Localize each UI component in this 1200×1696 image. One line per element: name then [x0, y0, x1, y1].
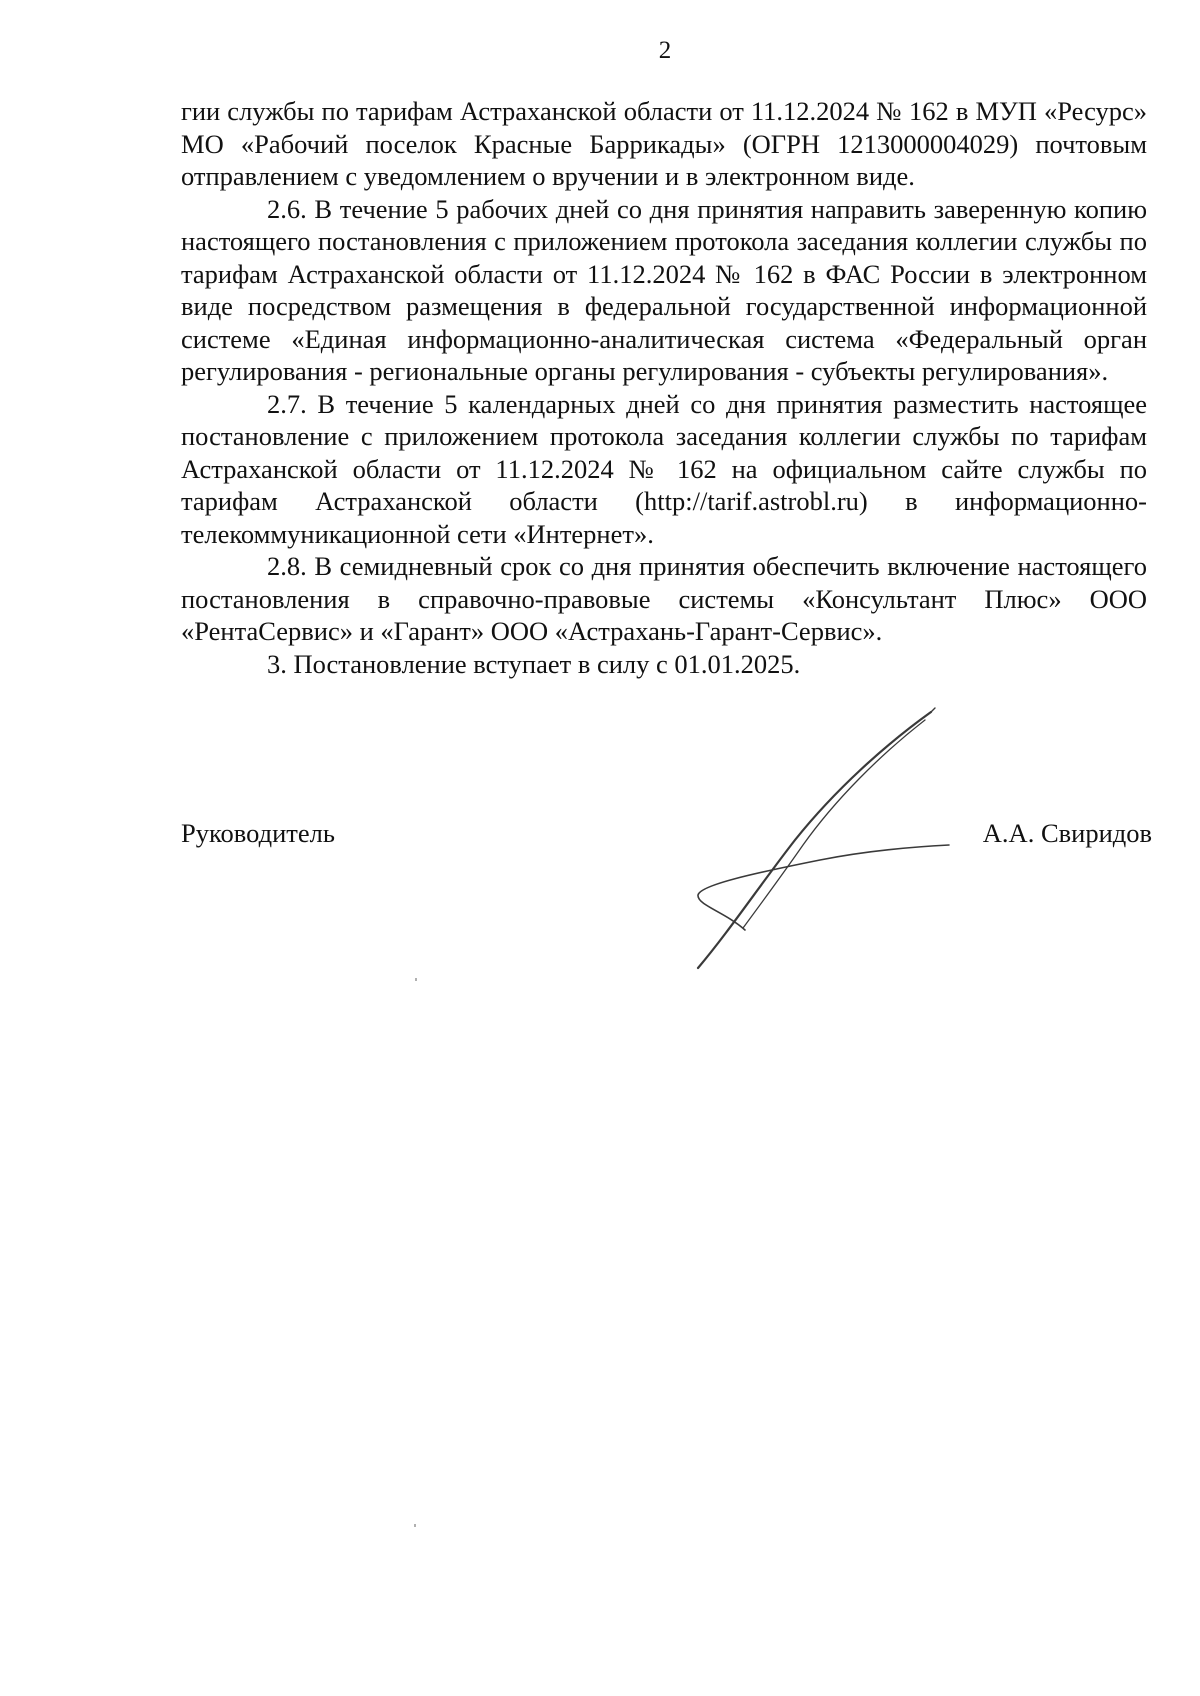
paragraph-item-2-7: 2.7. В течение 5 календарных дней со дня принятия разместить настоящее постановление с приложением протокола заседания коллегии службы по тарифам Астраханской области от 11.12.2024 № 162 на официальном сайте службы по тарифам Астраханской области (http://tarif.astrobl.ru) в информационно-телекоммуникационной сети «Интернет».	[181, 388, 1147, 549]
page-number: 2	[658, 37, 672, 64]
paragraph-item-2-6: 2.6. В течение 5 рабочих дней со дня принятия направить заверенную копию настоящего постановления с приложением протокола заседания коллегии службы по тарифам Астраханской области от 11.12.2024 № 162 в ФАС России в электронном виде посредством размещения в федеральной государственной информационной системе «Единая информационно-аналитическая система «Федеральный орган регулирования - региональные органы регулирования - субъекты регулирования».	[181, 193, 1147, 386]
signature-stroke-tick	[931, 708, 935, 712]
paragraph-item-2-8: 2.8. В семидневный срок со дня принятия обеспечить включение настоящего постановления в справочно-правовые системы «Консультант Плюс» ООО «РентаСервис» и «Гарант» ООО «Астрахань-Гарант-Сервис».	[181, 551, 1147, 646]
signature-stroke-loop	[698, 845, 949, 930]
signature-stroke-main	[698, 712, 931, 968]
handwritten-signature	[685, 700, 955, 975]
scan-speck	[415, 978, 417, 981]
signer-position: Руководитель	[181, 818, 335, 848]
signer-name: А.А. Свиридов	[982, 818, 1152, 848]
signature-stroke-echo	[743, 720, 925, 928]
paragraph-item-3: 3. Постановление вступает в силу с 01.01.2025.	[267, 648, 801, 679]
scan-speck	[414, 1524, 416, 1527]
document-body	[181, 95, 1147, 680]
paragraph-continuation: гии службы по тарифам Астраханской области от 11.12.2024 № 162 в МУП «Ресурс» МО «Рабочий поселок Красные Баррикады» (ОГРН 1213000004029) почтовым отправлением с уведомлением о вручении и в электронном виде.	[181, 96, 1147, 191]
